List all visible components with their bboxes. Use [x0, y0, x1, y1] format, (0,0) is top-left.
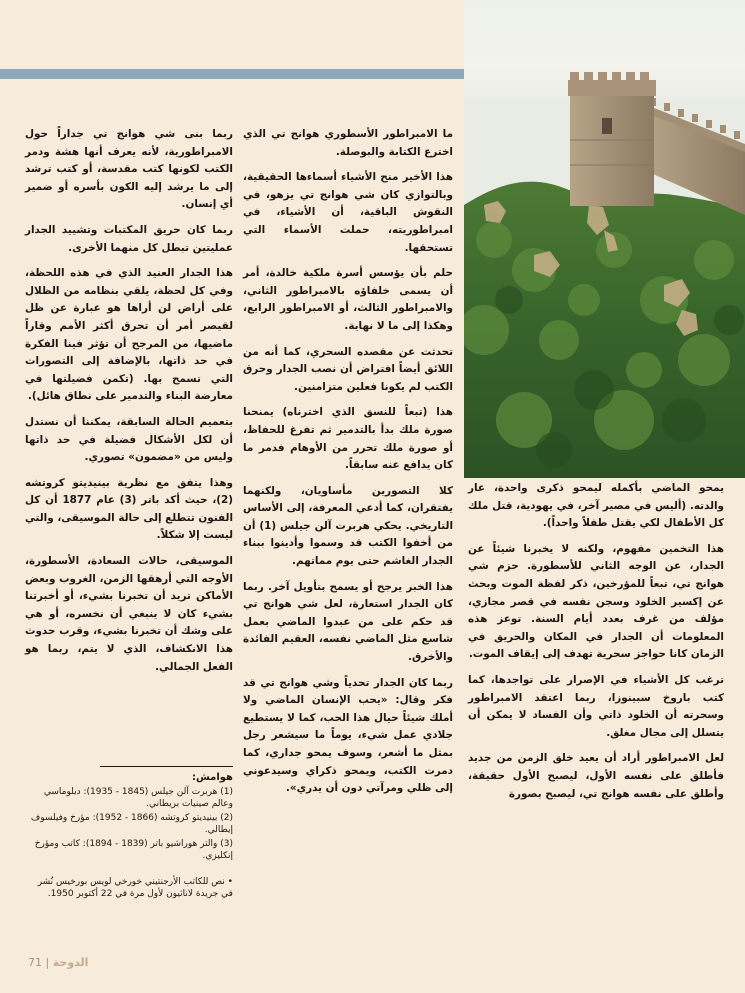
paragraph: لعل الامبراطور أراد أن يعيد خلق الزمن من جديد فأطلق على نفسه الأول، ليصبح الأول حقيقة، وأطلق على نفسه هوانج تي، ليصبح بصورة [468, 752, 724, 800]
paragraph: هذا الجدار العنيد الذي في هذه اللحظة، وفي كل لحظة، يلقي بنظامه من الظلال على أراض لن أراها هو عبارة عن ظل لقيصر أمر أن تحرق أكثر الأمم وقاراً ماضيها، من المرجح أن تؤثر فينا الفكرة في حد ذاتها، بالإضافة إلى التصورات التي تسمح بها. (تكمن فضيلتها في معارضة البناء والتدمير على نطاق هائل). [25, 267, 233, 403]
footnotes-divider [100, 766, 233, 767]
paragraph: ترغب كل الأشياء في الإصرار على تواجدها، كما كتب باروخ سبينوزا، ربما اعتقد الامبراطور وسحرته أن الخلود ذاتي وأن الفساد لا يمكن أن يتسلل إلى مجال مغلق. [468, 673, 724, 739]
great-wall-illustration [464, 0, 745, 478]
footnotes-title: هوامش: [192, 772, 233, 783]
article-column-left [25, 126, 233, 684]
paragraph: ربما كان حريق المكتبات وتشييد الجدار عمليتين تبطل كل منهما الأخرى. [25, 223, 233, 254]
paragraph: الموسيقى، حالات السعادة، الأسطورة، الأوجه التي أرهقها الزمن، الغروب وبعض الأماكن تريد أن تخبرنا بشيء، أو أخبرتنا بشيء كان لا ينبغي أن نخسره، أو هي على وشك أن تخبرنا بشيء، وقرب حدوث هذا الانكشاف، الذي لا يتم، ربما هو الفعل الجمالي. [25, 555, 233, 673]
paragraph: هذا الأخير منح الأشياء أسماءها الحقيقية، وبالتوازي كان شي هوانج تي يزهو، في النقوش الباقية، أن الأشياء، في امبراطوريته، حملت الأسماء التي تستحقها. [243, 171, 453, 254]
paragraph: ربما كان الجدار تحدياً وشي هوانج تي قد فكر وقال: «يحب الإنسان الماضي ولا أملك شيئاً حيال هذا الحب، كما لا يستطيع جلادي عمل شيء، يوماً ما سيشعر رجل بمثل ما أشعر، وسوف يمحو جداري، كما دمرت الكتب، ويمحو ذكراي وسيدعوني إلى ظلي ومرآتي دون أن يدري». [243, 676, 453, 795]
paragraph: هذا (تبعاً للنسق الذي اخترناه) يمنحنا صورة ملك بدأ بالتدمير ثم تفرغ للحفاظ، أو صورة ملك تحرر من الأوهام فدمر ما كان يدافع عنه سابقاً. [243, 406, 453, 472]
source-note: • نص للكاتب الأرجنتيني خورخي لويس بورخيس نُشر في جريدة لاناثيون لأول مرة في 22 أكتوبر 1950. [37, 877, 233, 899]
footnote-item: (1) هربرت آلن جيلس (1845 - 1935): دبلوماسي وعالم صينيات بريطاني. [43, 787, 233, 809]
footnotes [25, 772, 233, 902]
paragraph: ما الامبراطور الأسطوري هوانج تي الذي اخترع الكتابة والبوصلة. [243, 128, 453, 158]
footnote-item: (2) بينيديتو كروتشه (1866 - 1952): مؤرخ وفيلسوف إيطالي. [30, 813, 233, 835]
accent-bar [0, 69, 464, 79]
great-wall-photo [464, 0, 745, 478]
paragraph: بتعميم الحالة السابقة، يمكننا أن نستدل أن لكل الأشكال فضيلة في حد ذاتها وليس من «مضمون» تصوري. [25, 415, 233, 464]
page-number: 71 [28, 956, 42, 969]
paragraph: هذا التخمين مفهوم، ولكنه لا يخبرنا شيئاً عن الجدار، عن الوجه الثاني للأسطورة. حزم شي هوانج تي، تبعاً للمؤرخين، ذكر لفظة الموت وبحث عن إكسير الخلود وسجن نفسه في قصر مجازي، مؤلف من غرف بعدد أيام السنة. توعز هذه المعلومات أن الجدار في المكان والحريق في الزمان كانا حواجز سحرية تهدف إلى إيقاف الموت. [468, 542, 724, 661]
paragraph: تحدثت عن مقصده السحري، كما أنه من اللائق أيضاً افتراض أن نصب الجدار وحرق الكتب لم يكونا فعلين متزامنين. [243, 345, 453, 393]
paragraph: كلا التصورين مأساويان، ولكنهما يفتقران، كما أدعي المعرفة، إلى الأساس التاريخي. يحكي هربرت آلن جيلس (1) أن من أخفوا الكتب قد وسموا وأدينوا ببناء الجدار الغاشم حتى يوم مماتهم. [243, 484, 454, 568]
paragraph: يمحو الماضي بأكمله ليمحو ذكرى واحدة، عار والدته. (أليس في مصير آخر، في يهودية، قتل ملك كل الأطفال لكي يقتل طفلاً واحداً). [468, 482, 724, 530]
article-column-right [468, 480, 724, 811]
footer-separator: | [45, 956, 50, 969]
magazine-name: الدوحة [52, 956, 89, 969]
page-footer [28, 956, 88, 969]
footnote-item: (3) والتر هوراشيو باتر (1839 - 1894): كاتب ومؤرخ إنكليزي. [34, 839, 233, 861]
paragraph: وهذا يتفق مع نظرية بينيديتو كروتشه (2)، حيث أكد باتر (3) عام 1877 أن كل الفنون تتطلع إلى حالة الموسيقى، والتي ليست إلا شكلاً. [25, 476, 233, 542]
article-column-middle [243, 126, 453, 806]
paragraph: هذا الخبر يرجح أو يسمح بتأويل آخر. ربما كان الجدار استعارة، لعل شي هوانج تي قد حكم على من عبدوا الماضي بعمل شاسع مثل الماضي نفسه، العقيم الفائدة والأخرق. [243, 580, 453, 664]
paragraph: ربما بنى شي هوانج تي جداراً حول الامبراطورية، لأنه يعرف أنها هشة ودمر الكتب لكونها كتب مقدسة، أو كتب ترشد إلى ما يرشد إليه الكون بأسره أو ضمير أي إنسان. [25, 128, 233, 211]
paragraph: حلم بأن يؤسس أسرة ملكية خالدة، أمر أن يسمى خلفاؤه بالامبراطور الثاني، والامبراطور الثالث، أو الامبراطور الرابع، وهكذا إلى ما لا نهاية. [243, 267, 453, 332]
